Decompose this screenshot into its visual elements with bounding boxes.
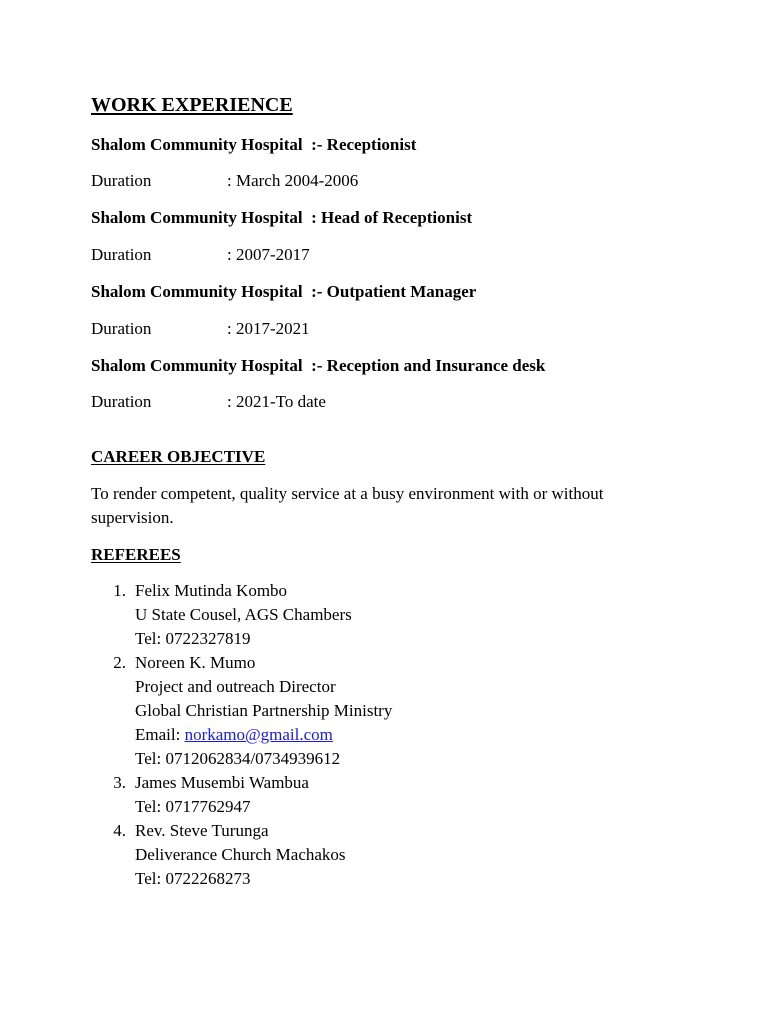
employer: Shalom Community Hospital: [91, 282, 303, 301]
separator: :: [311, 208, 317, 227]
list-number: 3.: [113, 773, 126, 792]
job-title: [91, 356, 545, 376]
referee-tel: Tel: 0722268273: [135, 869, 251, 888]
referee-tel: Tel: 0722327819: [135, 629, 251, 648]
referee-detail: Global Christian Partnership Ministry: [135, 701, 393, 720]
job-title: [91, 135, 416, 155]
referee-name: Felix Mutinda Kombo: [135, 581, 288, 600]
career-objective-text-line1: To render competent, quality service at a busy environment with or without: [91, 484, 604, 503]
referee-detail: U State Cousel, AGS Chambers: [135, 605, 352, 624]
employer: Shalom Community Hospital: [91, 135, 303, 154]
referee-tel: Tel: 0712062834/0734939612: [135, 749, 341, 768]
referee-detail: Project and outreach Director: [135, 677, 336, 696]
employer: Shalom Community Hospital: [91, 356, 303, 375]
work-experience-heading: WORK EXPERIENCE: [91, 94, 293, 116]
duration-label: Duration: [91, 171, 152, 190]
list-number: 1.: [113, 581, 126, 600]
referee-detail: Deliverance Church Machakos: [135, 845, 346, 864]
role: Reception and Insurance desk: [326, 356, 546, 375]
referees-heading: REFEREES: [91, 545, 181, 564]
referee-name: James Musembi Wambua: [135, 773, 309, 792]
list-number: 4.: [113, 821, 126, 840]
employer: Shalom Community Hospital: [91, 208, 303, 227]
duration-value: : March 2004-2006: [227, 171, 359, 190]
referee-name: Noreen K. Mumo: [135, 653, 256, 672]
duration-value: : 2007-2017: [227, 245, 310, 264]
referee-email-line: [135, 725, 333, 745]
duration-value: : 2017-2021: [227, 319, 310, 338]
job-title: [91, 282, 476, 302]
career-objective-text-line2: supervision.: [91, 508, 174, 527]
duration-label: Duration: [91, 319, 152, 338]
referee-tel: Tel: 0717762947: [135, 797, 251, 816]
duration-value: : 2021-To date: [227, 392, 326, 411]
duration-label: Duration: [91, 392, 152, 411]
role: Outpatient Manager: [326, 282, 477, 301]
separator: :-: [311, 282, 323, 301]
duration-label: Duration: [91, 245, 152, 264]
career-objective-heading: CAREER OBJECTIVE: [91, 447, 266, 466]
separator: :-: [311, 135, 323, 154]
role: Receptionist: [326, 135, 417, 154]
role: Head of Receptionist: [321, 208, 473, 227]
list-number: 2.: [113, 653, 126, 672]
email-link[interactable]: norkamo@gmail.com: [184, 725, 333, 744]
separator: :-: [311, 356, 323, 375]
referee-name: Rev. Steve Turunga: [135, 821, 269, 840]
email-label: Email:: [135, 725, 185, 744]
job-title: [91, 208, 472, 228]
